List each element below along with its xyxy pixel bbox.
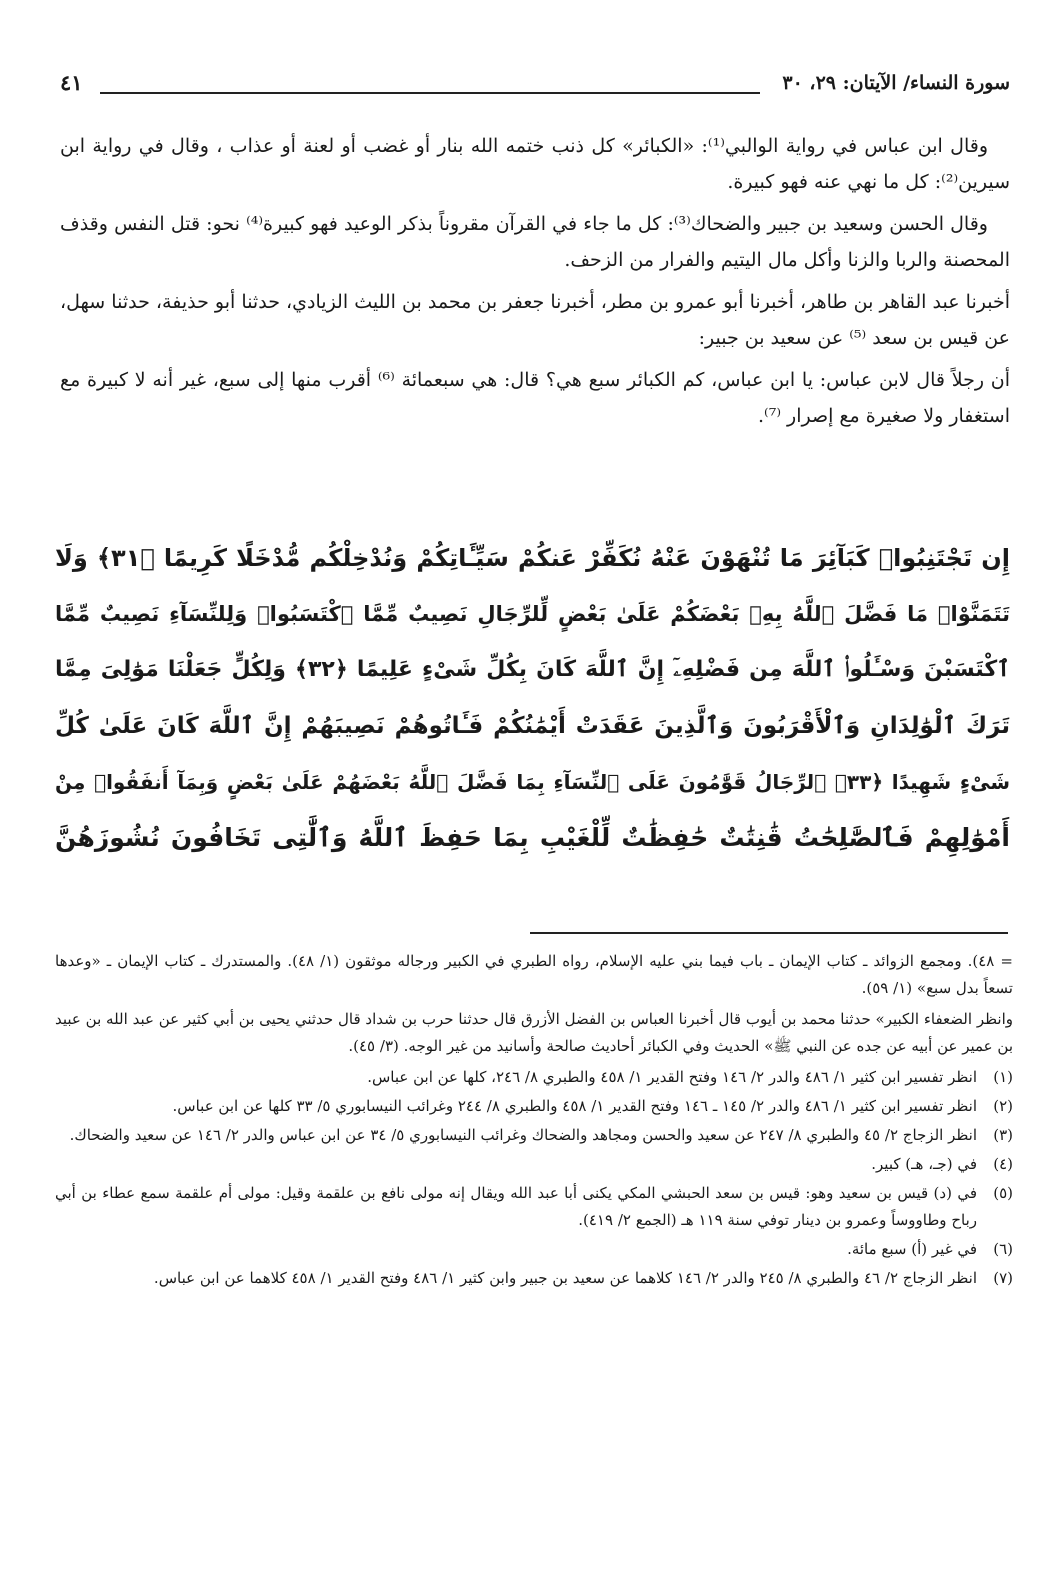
- footnote-text: انظر الزجاج ٢/ ٤٥ والطبري ٨/ ٢٤٧ عن سعيد والحسن ومجاهد والضحاك وغرائب النيسابوري ٥/ ٣٤ عن ابن عباس والدر ٢/ ١٤٦ عن سعيد والضحاك.: [69, 1126, 977, 1144]
- quran-line: تَتَمَنَّوْا۟ مَا فَضَّلَ ٱللَّهُ بِهِۦ بَعْضَكُمْ عَلَىٰ بَعْضٍ لِّلرِّجَالِ نَصِيبٌ مِّمَّا ٱكْتَسَبُوا۟ وَلِلنِّسَآءِ نَصِيبٌ مِّمَّا: [55, 602, 1010, 626]
- footnote: [55, 1265, 1013, 1292]
- footnote-number: (٢): [993, 1097, 1013, 1115]
- header-rule: [100, 92, 760, 94]
- footnote-number: (٧): [993, 1269, 1013, 1287]
- footnote: [55, 1151, 1013, 1178]
- footnote-text: في غير (أ) سبع مائة.: [847, 1240, 977, 1258]
- footnote: [55, 1122, 1013, 1149]
- footnote-text: انظر تفسير ابن كثير ١/ ٤٨٦ والدر ٢/ ١٤٥ ـ ١٤٦ وفتح القدير ١/ ٤٥٨ والطبري ٨/ ٢٤٤ وغرائب النيسابوري ٥/ ٣٣ كلها عن ابن عباس.: [172, 1097, 977, 1115]
- footnote-continuation: = ٤٨). ومجمع الزوائد ـ كتاب الإيمان ـ باب فيما بني عليه الإسلام، رواه الطبري في الكبير ورجاله موثقون (١/ ٤٨). والمستدرك ـ كتاب الإيمان ـ «وعدها تسعاً بدل سبع» (١/ ٥٩).: [55, 952, 1013, 997]
- footnote: [55, 1180, 1013, 1234]
- footnote-number: (١): [993, 1068, 1013, 1086]
- footnote-number: (٥): [993, 1184, 1013, 1202]
- footnote-text: انظر الزجاج ٢/ ٤٦ والطبري ٨/ ٢٤٥ والدر ٢/ ١٤٦ كلاهما عن سعيد بن جبير وابن كثير ١/ ٤٨٦ وفتح القدير ١/ ٤٥٨ كلاهما عن ابن عباس.: [153, 1269, 977, 1287]
- page-number: ٤١: [60, 70, 83, 95]
- quran-verses: [55, 530, 1010, 866]
- footnote-text: انظر تفسير ابن كثير ١/ ٤٨٦ والدر ٢/ ١٤٦ وفتح القدير ١/ ٤٥٨ والطبري ٨/ ٢٤٦، كلها عن ابن عباس.: [367, 1068, 977, 1086]
- header-title: سورة النساء/ الآيتان: ٢٩، ٣٠: [772, 72, 1010, 94]
- running-header: [60, 70, 1010, 110]
- quran-line: أَمْوَٰلِهِمْ فَٱلصَّٰلِحَٰتُ قَٰنِتَٰتٌ حَٰفِظَٰتٌ لِّلْغَيْبِ بِمَا حَفِظَ ٱللَّهُ وَٱلَّٰتِى تَخَافُونَ نُشُوزَهُنَّ: [55, 823, 1010, 852]
- paragraph: أخبرنا عبد القاهر بن طاهر، أخبرنا أبو عمرو بن مطر، أخبرنا جعفر بن محمد بن الليث الزيادي، حدثنا أبو حذيفة، حدثنا سهل، عن قيس بن سعد ⁽⁵⁾ عن سعيد بن جبير:: [60, 291, 1010, 349]
- main-text: [60, 128, 1010, 440]
- footnote-number: (٦): [993, 1240, 1013, 1258]
- footnote-text: في (د) قيس بن سعيد وهو: قيس بن سعد الحبشي المكي يكنى أبا عبد الله ويقال إنه مولى نافع بن علقمة وقيل: مولى أم علقمة سمع عطاء بن أبي رباح وطاووساً وعمرو بن دينار توفي سنة ١١٩ هـ (الجمع ٢/ ٤١٩).: [55, 1184, 977, 1229]
- footnote: [55, 1093, 1013, 1120]
- footnote-continuation: وانظر الضعفاء الكبير» حدثنا محمد بن أيوب قال أخبرنا العباس بن الفضل الأزرق قال حدثنا حرب بن شداد قال حدثني يحيى بن أبي كثير عن عبد الله بن عبيد بن عمير عن أبيه عن جده عن النبي ﷺ» الحديث وفي الكبائر أحاديث صالحة وأسانيد من غير الوجه. (٣/ ٤٥).: [55, 1010, 1013, 1055]
- footnote-rule: [530, 932, 1008, 934]
- footnote-text: في (جـ، هـ) كبير.: [871, 1155, 977, 1173]
- footnotes: [55, 948, 1013, 1294]
- quran-line: ٱكْتَسَبْنَ وَسْـَٔلُوا۟ ٱللَّهَ مِن فَضْلِهِۦٓ إِنَّ ٱللَّهَ كَانَ بِكُلِّ شَىْءٍ عَلِيمًا ﴿٣٢﴾ وَلِكُلٍّ جَعَلْنَا مَوَٰلِىَ مِمَّا: [55, 657, 1011, 682]
- paragraph: وقال ابن عباس في رواية الوالبي⁽¹⁾: «الكبائر» كل ذنب ختمه الله بنار أو غضب أو لعنة أو عذاب ، وقال في رواية ابن سيرين⁽²⁾: كل ما نهي عنه فهو كبيرة.: [60, 135, 1010, 193]
- paragraph: أن رجلاً قال لابن عباس: يا ابن عباس، كم الكبائر سبع هي؟ قال: هي سبعمائة ⁽⁶⁾ أقرب منها إلى سبع، غير أنه لا كبيرة مع استغفار ولا صغيرة مع إصرار ⁽⁷⁾.: [60, 369, 1011, 427]
- footnote: [55, 1064, 1013, 1091]
- quran-line: شَىْءٍ شَهِيدًا ﴿٣٣﴾ ٱلرِّجَالُ قَوَّٰمُونَ عَلَى ٱلنِّسَآءِ بِمَا فَضَّلَ ٱللَّهُ بَعْضَهُمْ عَلَىٰ بَعْضٍ وَبِمَآ أَنفَقُوا۟ مِنْ: [55, 770, 1011, 794]
- footnote: [55, 1236, 1013, 1263]
- paragraph: وقال الحسن وسعيد بن جبير والضحاك⁽³⁾: كل ما جاء في القرآن مقروناً بذكر الوعيد فهو كبيرة⁽⁴⁾ نحو: قتل النفس وقذف المحصنة والربا والزنا وأكل مال اليتيم والفرار من الزحف.: [60, 213, 1010, 271]
- quran-line: إِن تَجْتَنِبُوا۟ كَبَآئِرَ مَا تُنْهَوْنَ عَنْهُ نُكَفِّرْ عَنكُمْ سَيِّـَٔاتِكُمْ وَنُدْخِلْكُم مُّدْخَلًا كَرِيمًا ﴿٣١﴾ وَلَا: [55, 544, 1010, 572]
- quran-line: تَرَكَ ٱلْوَٰلِدَانِ وَٱلْأَقْرَبُونَ وَٱلَّذِينَ عَقَدَتْ أَيْمَٰنُكُمْ فَـَٔاتُوهُمْ نَصِيبَهُمْ إِنَّ ٱللَّهَ كَانَ عَلَىٰ كُلِّ: [55, 713, 1010, 739]
- footnote-number: (٤): [993, 1155, 1013, 1173]
- footnote-number: (٣): [993, 1126, 1013, 1144]
